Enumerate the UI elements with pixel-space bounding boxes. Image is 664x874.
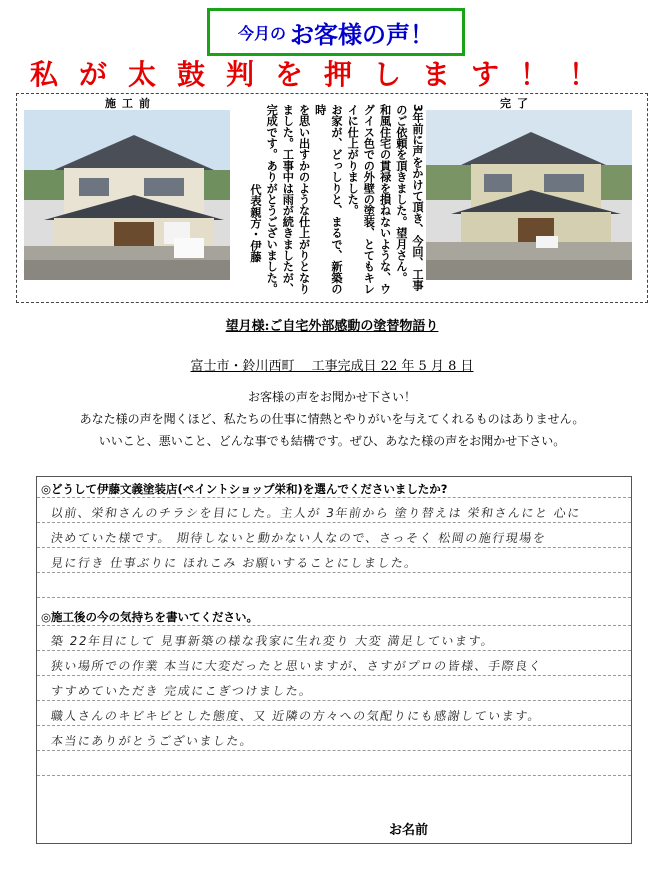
ruled-line (37, 625, 631, 626)
ruled-line (37, 597, 631, 598)
answer-2-line: 狭い場所での作業 本当に大変だったと思いますが、さすがプロの皆様、手際良く (49, 659, 544, 673)
testimonial-line: お家が、どっしりと、まるで、新築の時 (313, 104, 343, 295)
testimonial-line: を思い出すかのような仕上がりとなり (297, 104, 311, 295)
question-2: ◎施工後の今の気持ちを書いてください。 (41, 610, 259, 624)
request-text (0, 386, 664, 452)
ruled-line (37, 497, 631, 498)
after-photo (426, 110, 632, 280)
testimonial-line: 完成です。ありがとうございました。 (265, 104, 279, 295)
request-line: お客様の声をお聞かせ下さい！ (247, 390, 416, 404)
answer-1-line: 以前、栄和さんのチラシを目にした。主人が 3年前から 塗り替えは 栄和さんにと 心に (49, 506, 582, 520)
answer-2-line: 職人さんのキビキビとした態度、又 近隣の方々への気配りにも感謝しています。 (49, 709, 543, 723)
title-large: お客様の声！ (290, 19, 434, 49)
testimonial-line: 和風住宅の貫禄を損ねないような、ウ (378, 104, 392, 295)
testimonial-line: 3年前に声をかけて頂き、今回、工事 (411, 104, 424, 291)
testimonial-line: イに仕上がりました。 (346, 104, 360, 216)
testimonial-text (233, 104, 425, 300)
ruled-line (37, 750, 631, 751)
ruled-line (37, 650, 631, 651)
testimonial-line: ました。工事中は雨が続きましたが、 (281, 104, 295, 295)
after-label: 完了 (500, 97, 534, 110)
headline: 私が太鼓判を押します！！ (30, 58, 619, 91)
answer-2-line: 本当にありがとうございました。 (49, 734, 255, 748)
request-line: あなた様の声を聞くほど、私たちの仕事に情熱とやりがいを与えてくれるものはありません。 (79, 412, 585, 426)
title-small: 今月の (237, 23, 286, 43)
feedback-form (36, 476, 632, 844)
title-banner (207, 8, 465, 56)
ruled-line (37, 675, 631, 676)
before-label: 施工前 (105, 97, 156, 110)
story-location-text: 富士市・鈴川西町 工事完成日 22 年 5 月 8 日 (190, 359, 474, 374)
ruled-line (37, 547, 631, 548)
testimonial-line: グイス色での外壁の塗装、とてもキレ (362, 104, 376, 295)
request-line: いいこと、悪いこと、どんな事でも結構です。ぜひ、あなた様の声をお聞かせ下さい。 (98, 434, 566, 448)
ruled-line (37, 775, 631, 776)
answer-2-line: 築 22年目にして 見事新築の様な我家に生れ変り 大変 満足しています。 (49, 634, 496, 648)
story-subtitle-text: 望月様:ご自宅外部感動の塗替物語り (225, 319, 439, 334)
answer-1-line: 決めていた様です。 期待しないと動かない人なので、さっそく 松岡の施行現場を (49, 531, 548, 545)
ruled-line (37, 572, 631, 573)
ruled-line (37, 522, 631, 523)
testimonial-signature: 代表親方・伊藤 (248, 184, 262, 263)
ruled-line (37, 725, 631, 726)
question-1: ◎どうして伊藤文義塗装店(ペイントショップ栄和)を選んでくださいましたか? (41, 482, 448, 496)
story-location (0, 355, 664, 374)
ruled-line (37, 700, 631, 701)
story-subtitle (0, 315, 664, 334)
name-label: お名前 (389, 823, 429, 838)
answer-2-line: すすめていただき 完成にこぎつけました。 (49, 684, 314, 698)
testimonial-line: のご依頼を頂きました。望月さん。 (394, 104, 408, 284)
before-photo (24, 110, 230, 280)
answer-1-line: 見に行き 仕事ぶりに ほれこみ お願いすることにしました。 (49, 556, 419, 570)
